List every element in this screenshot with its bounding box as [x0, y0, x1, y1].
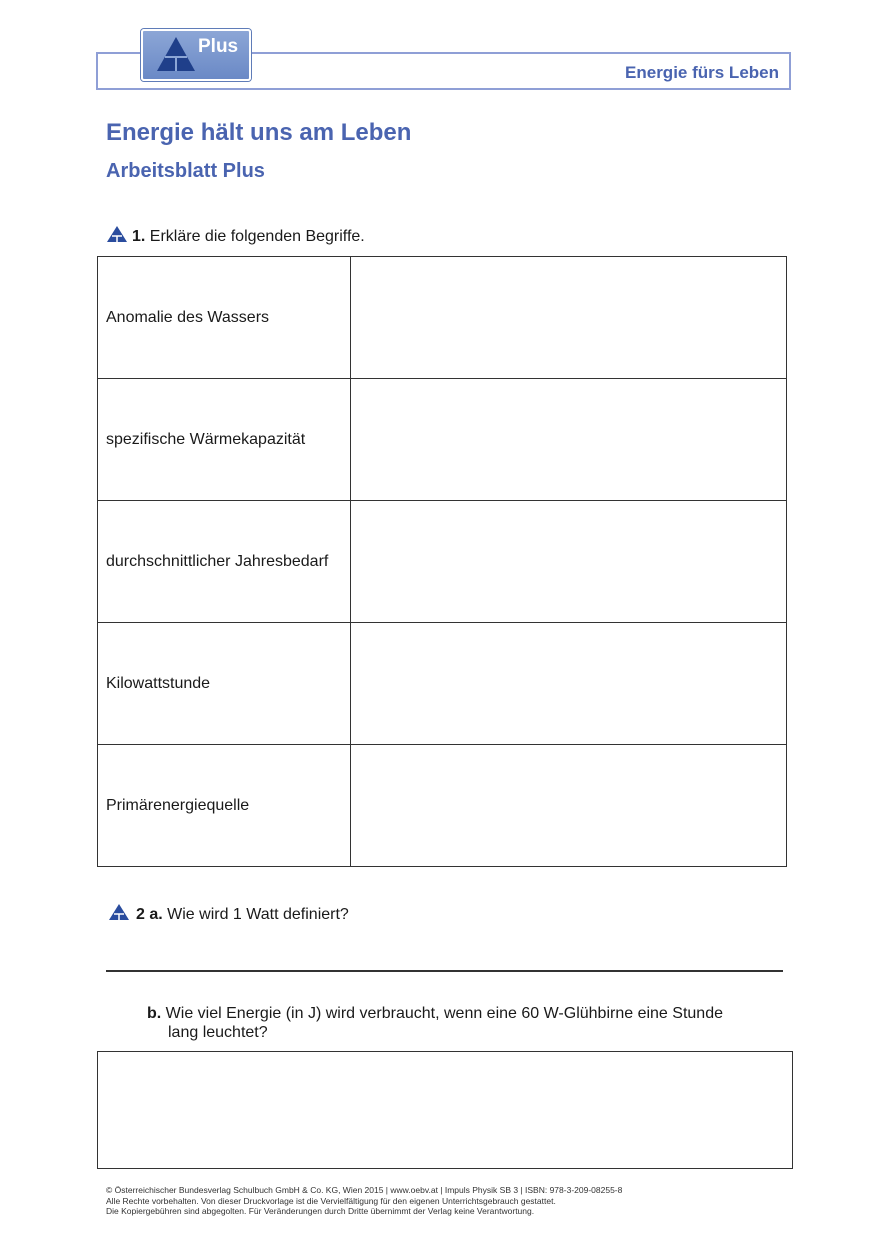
- task-1-number: 1.: [132, 228, 146, 245]
- term-cell: Anomalie des Wassers: [98, 257, 351, 379]
- term-cell: durchschnittlicher Jahresbedarf: [98, 501, 351, 623]
- terms-table: [97, 256, 787, 867]
- table-row: [98, 745, 787, 867]
- term-cell: Primärenergiequelle: [98, 745, 351, 867]
- table-row: [98, 379, 787, 501]
- footer-disclaimer: Die Kopiergebühren sind abgegolten. Für Veränderungen durch Dritte übernimmt der Verlag keine Verantwortung.: [106, 1206, 535, 1216]
- answer-line[interactable]: [106, 970, 783, 972]
- footer: [106, 1185, 806, 1217]
- task-2b-text-line1: Wie viel Energie (in J) wird verbraucht, wenn eine 60 W-Glühbirne eine Stunde: [165, 1005, 723, 1022]
- answer-cell[interactable]: [351, 379, 787, 501]
- term-cell: Kilowattstunde: [98, 623, 351, 745]
- task-1: [132, 228, 365, 246]
- pyramid-icon: [155, 35, 197, 73]
- page-title: Energie hält uns am Leben: [106, 119, 412, 146]
- header-title: Energie fürs Leben: [625, 63, 779, 82]
- task-2a: [136, 906, 349, 924]
- page-subtitle: Arbeitsblatt Plus: [106, 160, 265, 182]
- term-cell: spezifische Wärmekapazität: [98, 379, 351, 501]
- task-2b-text-line2: lang leuchtet?: [168, 1024, 268, 1041]
- logo-text: Plus: [198, 36, 239, 57]
- task-2b-number: b.: [147, 1005, 162, 1022]
- task-2b: [147, 1004, 723, 1042]
- footer-copyright: © Österreichischer Bundesverlag Schulbuch GmbH & Co. KG, Wien 2015 | www.oebv.at | Impuls Physik SB 3 | ISBN: 978-3-209-08255-8: [106, 1185, 623, 1195]
- plus-logo: [141, 29, 251, 81]
- answer-box[interactable]: [97, 1051, 793, 1169]
- answer-cell[interactable]: [351, 501, 787, 623]
- table-row: [98, 501, 787, 623]
- triangle-level-icon: [106, 225, 128, 243]
- triangle-level-icon: [108, 903, 130, 921]
- table-row: [98, 257, 787, 379]
- task-2a-text: Wie wird 1 Watt definiert?: [167, 906, 349, 923]
- task-1-text: Erkläre die folgenden Begriffe.: [149, 228, 365, 245]
- task-2a-number: 2 a.: [136, 906, 163, 923]
- answer-cell[interactable]: [351, 745, 787, 867]
- footer-rights: Alle Rechte vorbehalten. Von dieser Druckvorlage ist die Vervielfältigung für den eigenen Unterrichtsgebrauch gestattet.: [106, 1195, 556, 1206]
- table-row: [98, 623, 787, 745]
- answer-cell[interactable]: [351, 623, 787, 745]
- answer-cell[interactable]: [351, 257, 787, 379]
